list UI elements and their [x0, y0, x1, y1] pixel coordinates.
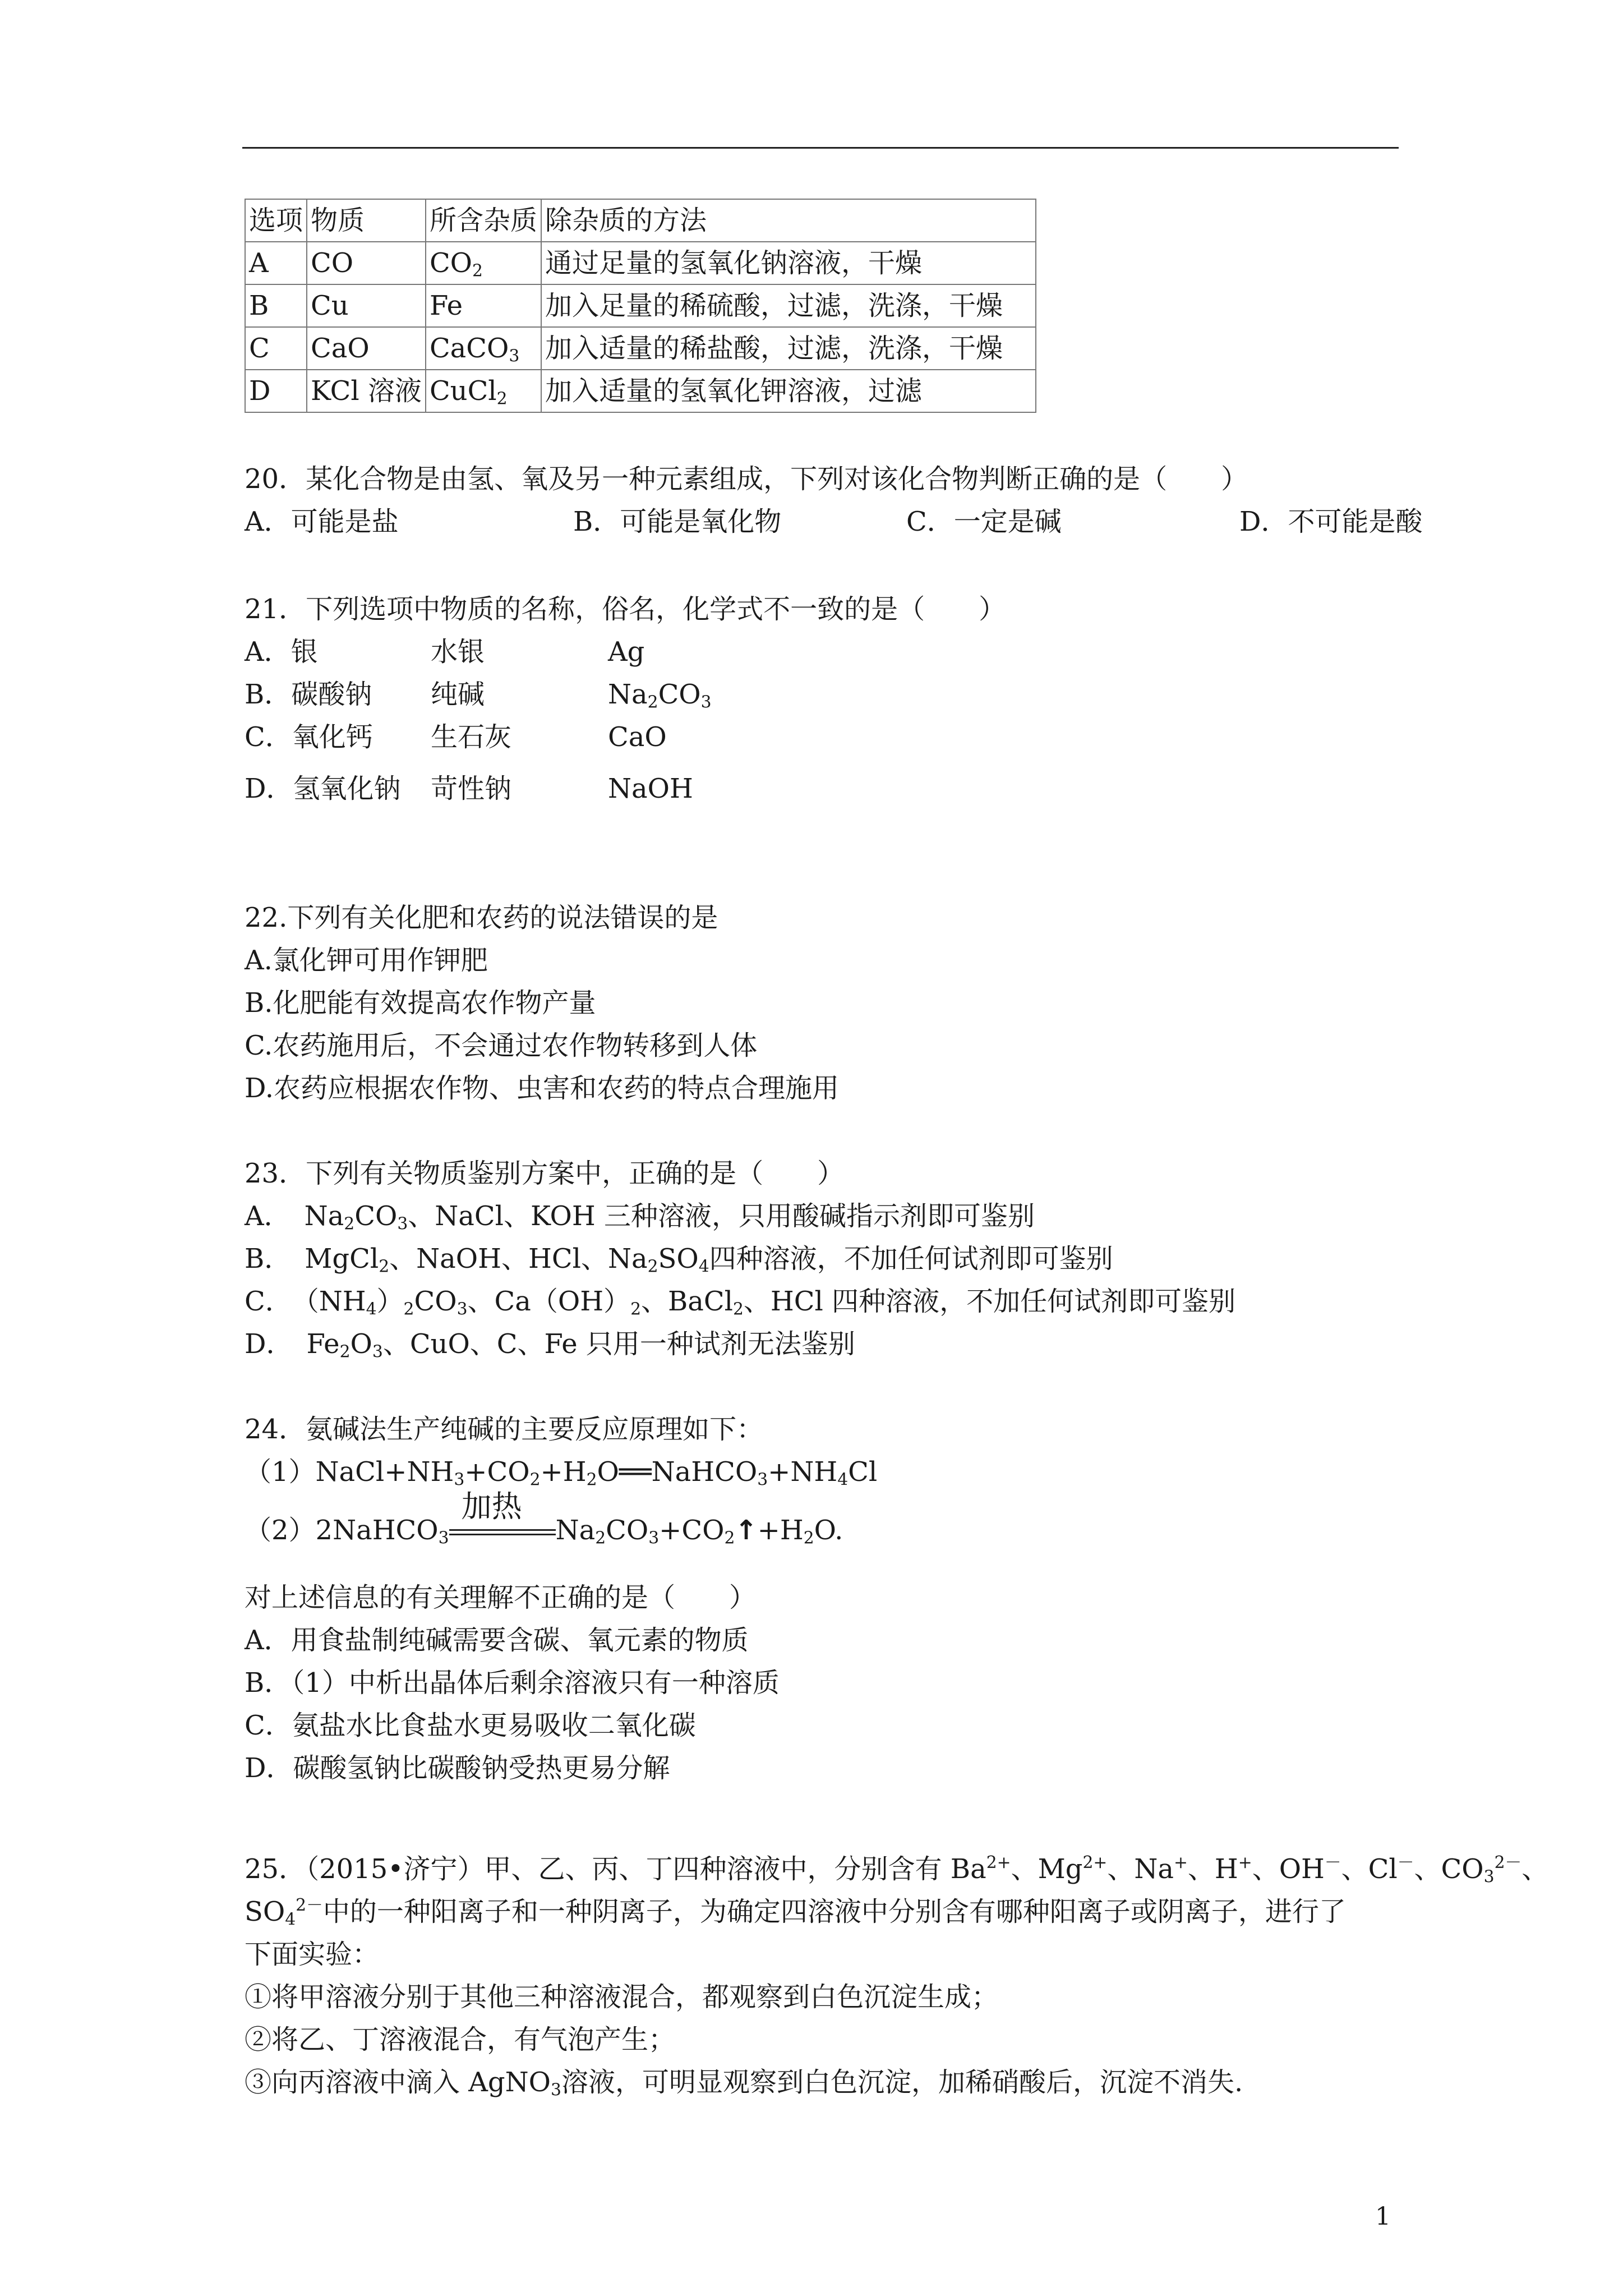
table-cell: 加入适量的氢氧化钾溶液，过滤	[541, 370, 1036, 412]
table-cell: B	[245, 284, 307, 327]
option-a: A.氯化钾可用作钾肥	[245, 945, 488, 976]
question-stem: 21．下列选项中物质的名称，俗名，化学式不一致的是（ ）	[245, 593, 1006, 625]
table-cell: Fe	[426, 284, 541, 327]
header-rule	[242, 147, 1399, 149]
table-header-cell: 物质	[307, 199, 426, 242]
table-cell: CaCO$_3$	[426, 327, 541, 370]
question-stem: 20．某化合物是由氢、氧及另一种元素组成，下列对该化合物判断正确的是（ ）	[245, 463, 1248, 495]
option-d: D．不可能是酸	[1239, 506, 1423, 537]
option-c: C.农药施用后，不会通过农作物转移到人体	[245, 1030, 758, 1061]
option-d: D．碳酸氢钠比碳酸钠受热更易分解	[245, 1752, 670, 1784]
table-cell: CO	[307, 242, 426, 284]
table-cell: Cu	[307, 284, 426, 327]
table-row	[245, 370, 1036, 412]
option-name: A．银	[245, 636, 318, 668]
table-cell: CuCl$_2$	[426, 370, 541, 412]
option-common-name: 水银	[431, 636, 485, 668]
option-d: D.农药应根据农作物、虫害和农药的特点合理施用	[245, 1073, 840, 1104]
question-prompt: 对上述信息的有关理解不正确的是（ ）	[245, 1582, 757, 1613]
table-header-row	[245, 199, 1036, 242]
option-b: B． MgCl$_2$、NaOH、HCl、$Na_2SO_4$四种溶液，不加任何试剂即可鉴别	[245, 1243, 1113, 1277]
option-formula: Ag	[608, 636, 645, 668]
reaction-2-reactant: （2）2NaHCO$_3$	[245, 1515, 449, 1548]
option-a: A．可能是盐	[245, 506, 399, 537]
table-row	[245, 284, 1036, 327]
reaction-2-products: $Na_2CO_3+CO_2$	[555, 1515, 735, 1548]
experiment-step-2: ②将乙、丁溶液混合，有气泡产生；	[245, 2024, 676, 2055]
experiment-step-3: ③向丙溶液中滴入 AgNO$_3$溶液，可明显观察到白色沉淀，加稀硝酸后，沉淀不消失.	[245, 2067, 1243, 2100]
option-a: A．用食盐制纯碱需要含碳、氧元素的物质	[245, 1625, 749, 1656]
table-cell: $CO_2$	[426, 242, 541, 284]
option-b: B．（1）中析出晶体后剩余溶液只有一种溶质	[245, 1667, 780, 1699]
option-name: C．氧化钙	[245, 721, 373, 753]
gas-arrow-icon: ↑	[735, 1515, 758, 1546]
table-cell: A	[245, 242, 307, 284]
option-b: B．可能是氧化物	[573, 506, 782, 537]
equals-line-bottom	[449, 1534, 556, 1535]
table-row	[245, 327, 1036, 370]
question-stem-line: 25．（2015•济宁）甲、乙、丙、丁四种溶液中，分别含有 $Ba^{2+}$、$Mg^{2+}$、Na+、H+、OH－、Cl－、$CO_3^{2-}$、	[245, 1853, 1549, 1887]
table-cell: D	[245, 370, 307, 412]
option-c: C． $(NH_4)_2CO_3$、$Ca(OH)_2$、BaCl$_2$、HCl 四种溶液，不加任何试剂即可鉴别	[245, 1286, 1236, 1319]
question-stem-line: $SO_4^{2-}$中的一种阳离子和一种阴离子，为确定四溶液中分别含有哪种阳离子或阴离子，进行了	[245, 1895, 1346, 1930]
table-row	[245, 242, 1036, 284]
reaction-2	[245, 1489, 843, 1552]
table-header-cell: 所含杂质	[426, 199, 541, 242]
experiment-step-1: ①将甲溶液分别于其他三种溶液混合，都观察到白色沉淀生成；	[245, 1981, 999, 2013]
table-cell: KCl 溶液	[307, 370, 426, 412]
table-header-cell: 选项	[245, 199, 307, 242]
table-header-cell: 除杂质的方法	[541, 199, 1036, 242]
option-name: D．氢氧化钠	[245, 773, 401, 804]
option-b: B.化肥能有效提高农作物产量	[245, 987, 596, 1019]
option-formula: CaO	[608, 721, 667, 753]
option-formula: $Na_2CO_3$	[608, 679, 712, 712]
question-stem-line: 下面实验：	[245, 1939, 380, 1970]
table-cell: 加入适量的稀盐酸，过滤，洗涤，干燥	[541, 327, 1036, 370]
option-common-name: 纯碱	[431, 679, 485, 710]
option-c: C．一定是碱	[906, 506, 1062, 537]
reaction-2-tail: $+H_2O$.	[757, 1515, 843, 1548]
table-cell: CaO	[307, 327, 426, 370]
question-stem: 23．下列有关物质鉴别方案中，正确的是（ ）	[245, 1158, 845, 1189]
option-common-name: 苛性钠	[431, 773, 512, 804]
option-d: D． $Fe_2O_3$、CuO、C、Fe 只用一种试剂无法鉴别	[245, 1328, 855, 1362]
reaction-condition-label: 加热	[461, 1489, 522, 1524]
reaction-1: $(1)NaCl+NH_3+CO_2+H_2O══NaHCO_3+NH_4Cl$	[245, 1456, 878, 1490]
option-common-name: 生石灰	[431, 721, 512, 753]
question-stem: 24．氨碱法生产纯碱的主要反应原理如下：	[245, 1414, 764, 1445]
question-stem: 22.下列有关化肥和农药的说法错误的是	[245, 902, 718, 933]
table-cell: 加入足量的稀硫酸，过滤，洗涤，干燥	[541, 284, 1036, 327]
option-formula: NaOH	[608, 773, 693, 804]
option-c: C．氨盐水比食盐水更易吸收二氧化碳	[245, 1710, 696, 1741]
option-name: B．碳酸钠	[245, 679, 372, 710]
equals-line-top	[449, 1529, 556, 1531]
impurity-removal-table	[245, 199, 1036, 413]
table-cell: C	[245, 327, 307, 370]
page-number: 1	[1375, 2202, 1391, 2231]
table-cell: 通过足量的氢氧化钠溶液，干燥	[541, 242, 1036, 284]
heating-condition-arrow	[449, 1489, 556, 1552]
option-a: A． $Na_2CO_3$、NaCl、KOH 三种溶液，只用酸碱指示剂即可鉴别	[245, 1200, 1035, 1234]
